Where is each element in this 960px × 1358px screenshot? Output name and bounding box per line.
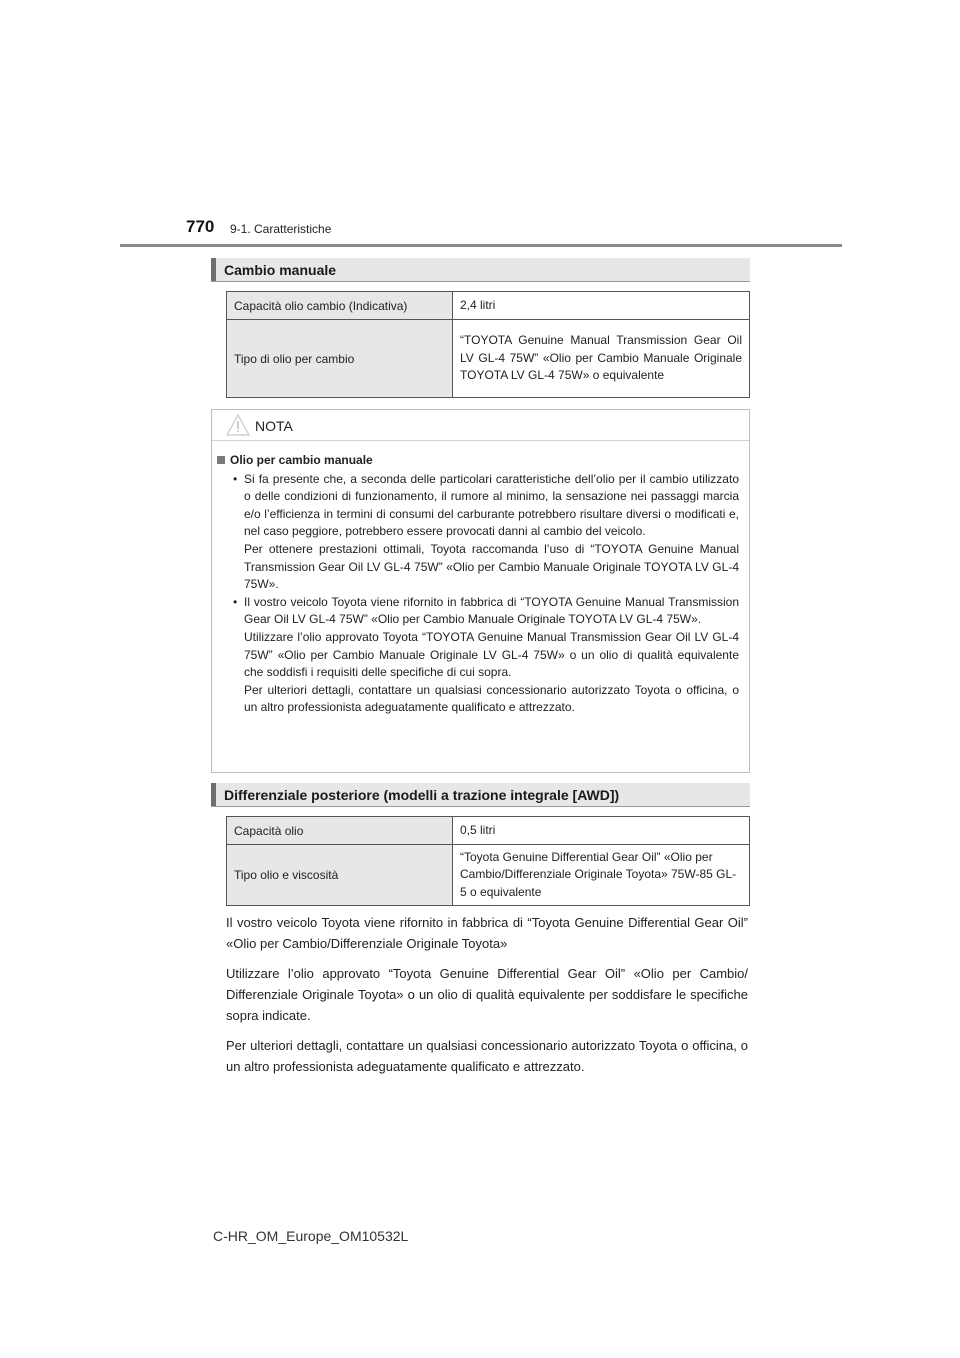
nota-subheading bbox=[217, 452, 739, 470]
paragraph: Il vostro veicolo Toyota viene rifornito in fabbrica di “TOYOTA Genuine Manual Transmission Gear Oil LV GL-4 75W” «Olio per Cambio Manuale Originale TOYOTA LV GL-4 75W». bbox=[244, 594, 739, 627]
footer-doc-code: C-HR_OM_Europe_OM10532L bbox=[213, 1228, 409, 1244]
table-cell-value: “Toyota Genuine Differential Gear Oil” «Olio per Cambio/Differenziale Originale Toyota» 75W-85 GL-5 o equivalente bbox=[453, 845, 750, 906]
chapter-title: 9-1. Caratteristiche bbox=[230, 222, 332, 236]
rear-differential-table bbox=[226, 816, 750, 906]
bullet-dot-icon: • bbox=[233, 471, 238, 486]
table-cell-value: “TOYOTA Genuine Manual Transmission Gear Oil LV GL-4 75W” «Olio per Cambio Manuale Originale TOYOTA LV GL-4 75W» o equivalente bbox=[453, 320, 750, 398]
table-cell-label: Tipo olio e viscosità bbox=[227, 845, 453, 906]
nota-header bbox=[212, 410, 749, 441]
nota-box bbox=[211, 409, 750, 773]
paragraph: Utilizzare l’olio approvato Toyota “TOYOTA Genuine Manual Transmission Gear Oil LV GL-4 75W” «Olio per Cambio Manuale Originale LV GL-4 75W» o un olio di qualità equivalente che soddisfi i requisiti delle specifiche di cui sopra. bbox=[244, 629, 739, 680]
nota-title: NOTA bbox=[255, 418, 293, 434]
nota-body bbox=[212, 441, 749, 717]
nota-subheading-text: Olio per cambio manuale bbox=[230, 453, 373, 467]
table-cell-label: Tipo di olio per cambio bbox=[227, 320, 453, 398]
section-title: Differenziale posteriore (modelli a trazione integrale [AWD]) bbox=[224, 787, 620, 803]
list-item bbox=[217, 594, 739, 717]
table-row bbox=[227, 845, 750, 906]
body-text bbox=[226, 912, 748, 1086]
square-bullet-icon bbox=[217, 456, 225, 464]
paragraph: Per ottenere prestazioni ottimali, Toyota raccomanda l’uso di “TOYOTA Genuine Manual Transmission Gear Oil LV GL-4 75W” «Olio per Cambio Manuale Originale TOYOTA LV GL-4 75W». bbox=[244, 541, 739, 592]
table-cell-value: 0,5 litri bbox=[453, 817, 750, 845]
table-cell-label: Capacità olio cambio (Indicativa) bbox=[227, 292, 453, 320]
table-row bbox=[227, 320, 750, 398]
paragraph: Utilizzare l’olio approvato “Toyota Genuine Differential Gear Oil” «Olio per Cambio/ Differenziale Originale Toyota» o un olio di qualità equivalente per soddisfare le specifiche sopra indicate. bbox=[226, 966, 748, 1023]
table-cell-value: 2,4 litri bbox=[453, 292, 750, 320]
table-row bbox=[227, 817, 750, 845]
page-number: 770 bbox=[186, 217, 215, 236]
warning-triangle-icon bbox=[226, 414, 250, 436]
table-row bbox=[227, 292, 750, 320]
list-item bbox=[217, 471, 739, 594]
paragraph: Si fa presente che, a seconda delle particolari caratteristiche dell’olio per il cambio utilizzato o delle condizioni di funzionamento, il rumore al minimo, la sensazione nei passaggi marcia e/o l’efficienza in termini di consumi del carburante potrebbero risultare diversi o modificati e, nel caso peggiore, potrebbero essere provocati danni al cambio del veicolo. bbox=[244, 471, 739, 539]
table-cell-label: Capacità olio bbox=[227, 817, 453, 845]
paragraph: Il vostro veicolo Toyota viene rifornito in fabbrica di “Toyota Genuine Differential Gear Oil” «Olio per Cambio/Differenziale Originale Toyota» bbox=[226, 915, 748, 951]
section-marker bbox=[211, 258, 216, 281]
section-title: Cambio manuale bbox=[224, 262, 337, 278]
section-marker bbox=[211, 783, 216, 806]
header-divider bbox=[120, 244, 842, 247]
section-heading-rear-differential bbox=[211, 783, 750, 807]
bullet-dot-icon: • bbox=[233, 594, 238, 609]
manual-gearbox-table bbox=[226, 291, 750, 398]
paragraph: Per ulteriori dettagli, contattare un qualsiasi concessionario autorizzato Toyota o officina, o un altro professionista adeguatamente qualificato e attrezzato. bbox=[226, 1038, 748, 1074]
paragraph: Per ulteriori dettagli, contattare un qualsiasi concessionario autorizzato Toyota o officina, o un altro professionista adeguatamente qualificato e attrezzato. bbox=[244, 682, 739, 715]
section-heading-manual-gearbox bbox=[211, 258, 750, 282]
